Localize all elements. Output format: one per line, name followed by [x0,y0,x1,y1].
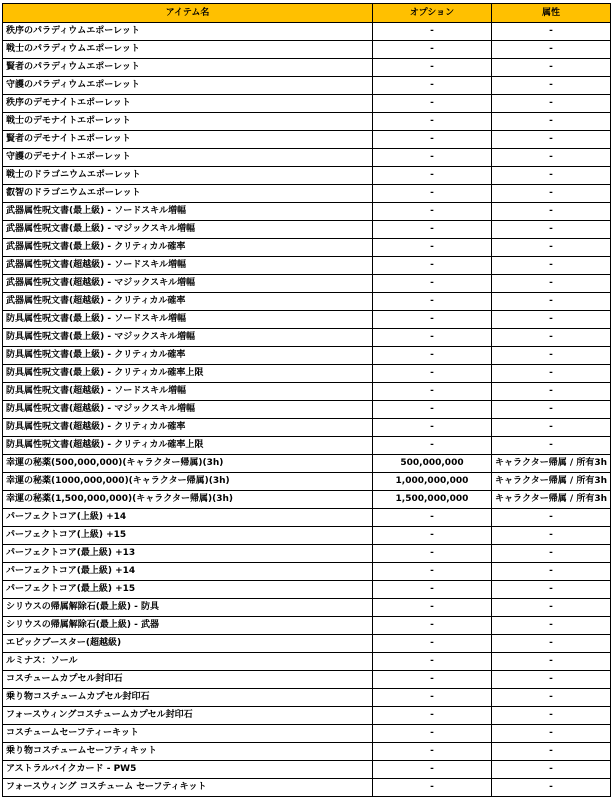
cell-option: - [373,239,492,257]
cell-option: - [373,23,492,41]
cell-option: - [373,401,492,419]
cell-item-name: コスチュームカプセル封印石 [3,671,373,689]
cell-attribute: - [492,257,611,275]
table-row [3,257,611,275]
cell-item-name: シリウスの帰属解除石(最上級) - 武器 [3,617,373,635]
cell-item-name: 武器属性呪文書(超越級) - クリティカル確率 [3,293,373,311]
cell-item-name: 防具属性呪文書(超越級) - クリティカル確率上限 [3,437,373,455]
cell-item-name: 武器属性呪文書(最上級) - ソードスキル増幅 [3,203,373,221]
cell-option: - [373,725,492,743]
cell-option: - [373,581,492,599]
cell-option: - [373,563,492,581]
cell-option: - [373,761,492,779]
cell-item-name: 防具属性呪文書(超越級) - マジックスキル増幅 [3,401,373,419]
cell-item-name: 戦士のドラゴニウムエポーレット [3,167,373,185]
cell-option: - [373,365,492,383]
table-row [3,779,611,797]
table-row [3,401,611,419]
table-row [3,59,611,77]
cell-attribute: - [492,401,611,419]
cell-attribute: - [492,41,611,59]
cell-item-name: 秩序のデモナイトエポーレット [3,95,373,113]
header-option: オプション [373,4,492,23]
table-row [3,77,611,95]
cell-item-name: ルミナス：ソール [3,653,373,671]
cell-item-name: 秩序のパラディウムエポーレット [3,23,373,41]
table-row [3,311,611,329]
cell-item-name: 武器属性呪文書(超越級) - ソードスキル増幅 [3,257,373,275]
cell-item-name: 幸運の秘薬(500,000,000)(キャラクター帰属)(3h) [3,455,373,473]
cell-option: - [373,131,492,149]
header-item-name: アイテム名 [3,4,373,23]
cell-attribute: - [492,383,611,401]
cell-attribute: - [492,221,611,239]
table-row [3,437,611,455]
table-row [3,419,611,437]
cell-attribute: キャラクター帰属 / 所有3h [492,473,611,491]
header-attribute: 属性 [492,4,611,23]
cell-attribute: - [492,617,611,635]
cell-option: - [373,653,492,671]
cell-item-name: 戦士のデモナイトエポーレット [3,113,373,131]
cell-option: - [373,59,492,77]
cell-item-name: 戦士のパラディウムエポーレット [3,41,373,59]
table-row [3,167,611,185]
cell-option: - [373,311,492,329]
cell-option: 1,500,000,000 [373,491,492,509]
cell-option: - [373,527,492,545]
table-row [3,761,611,779]
cell-option: - [373,419,492,437]
table-row [3,131,611,149]
cell-option: - [373,41,492,59]
table-row [3,95,611,113]
cell-item-name: 防具属性呪文書(最上級) - クリティカル確率上限 [3,365,373,383]
cell-attribute: - [492,581,611,599]
table-row [3,113,611,131]
cell-option: 1,000,000,000 [373,473,492,491]
cell-attribute: - [492,599,611,617]
cell-attribute: - [492,743,611,761]
table-row [3,581,611,599]
cell-option: - [373,509,492,527]
cell-item-name: 幸運の秘薬(1,500,000,000)(キャラクター帰属)(3h) [3,491,373,509]
cell-item-name: パーフェクトコア(最上級) +13 [3,545,373,563]
table-row [3,743,611,761]
cell-option: - [373,221,492,239]
cell-item-name: 防具属性呪文書(最上級) - クリティカル確率 [3,347,373,365]
cell-item-name: フォースウィングコスチュームカプセル封印石 [3,707,373,725]
cell-option: - [373,329,492,347]
cell-attribute: - [492,59,611,77]
cell-attribute: - [492,149,611,167]
cell-item-name: 防具属性呪文書(超越級) - クリティカル確率 [3,419,373,437]
cell-item-name: パーフェクトコア(最上級) +14 [3,563,373,581]
cell-option: - [373,113,492,131]
cell-option: - [373,437,492,455]
cell-option: 500,000,000 [373,455,492,473]
table-row [3,275,611,293]
cell-item-name: コスチュームセーフティーキット [3,725,373,743]
table-row [3,563,611,581]
table-row [3,383,611,401]
cell-option: - [373,167,492,185]
table-row [3,509,611,527]
table-row [3,473,611,491]
table-row [3,185,611,203]
cell-option: - [373,545,492,563]
table-row [3,365,611,383]
table-row [3,545,611,563]
cell-option: - [373,95,492,113]
cell-option: - [373,275,492,293]
cell-option: - [373,203,492,221]
cell-option: - [373,149,492,167]
cell-attribute: - [492,527,611,545]
cell-item-name: 防具属性呪文書(最上級) - マジックスキル増幅 [3,329,373,347]
cell-option: - [373,671,492,689]
cell-item-name: 防具属性呪文書(最上級) - ソードスキル増幅 [3,311,373,329]
cell-item-name: シリウスの帰属解除石(最上級) - 防具 [3,599,373,617]
table-row [3,23,611,41]
cell-attribute: - [492,185,611,203]
cell-item-name: パーフェクトコア(上級) +15 [3,527,373,545]
cell-attribute: - [492,725,611,743]
cell-item-name: 防具属性呪文書(超越級) - ソードスキル増幅 [3,383,373,401]
cell-attribute: キャラクター帰属 / 所有3h [492,491,611,509]
cell-attribute: - [492,635,611,653]
table-row [3,455,611,473]
cell-option: - [373,383,492,401]
cell-item-name: パーフェクトコア(上級) +14 [3,509,373,527]
cell-item-name: 賢者のパラディウムエポーレット [3,59,373,77]
cell-item-name: パーフェクトコア(最上級) +15 [3,581,373,599]
cell-option: - [373,743,492,761]
cell-item-name: アストラルバイクカード - PW5 [3,761,373,779]
cell-option: - [373,617,492,635]
item-table [2,3,611,797]
table-header [3,4,611,23]
table-row [3,329,611,347]
table-row [3,491,611,509]
cell-attribute: - [492,365,611,383]
table-row [3,653,611,671]
cell-attribute: - [492,707,611,725]
cell-attribute: - [492,167,611,185]
cell-item-name: 幸運の秘薬(1000,000,000)(キャラクター帰属)(3h) [3,473,373,491]
cell-attribute: - [492,131,611,149]
cell-item-name: フォースウィング コスチューム セーフティキット [3,779,373,797]
cell-item-name: 守護のパラディウムエポーレット [3,77,373,95]
cell-attribute: - [492,419,611,437]
table-row [3,725,611,743]
cell-item-name: 守護のデモナイトエポーレット [3,149,373,167]
table-row [3,527,611,545]
cell-attribute: - [492,95,611,113]
cell-attribute: - [492,509,611,527]
cell-attribute: - [492,761,611,779]
table-body [3,23,611,797]
cell-attribute: - [492,203,611,221]
cell-option: - [373,77,492,95]
cell-attribute: - [492,689,611,707]
cell-attribute: - [492,779,611,797]
cell-attribute: - [492,239,611,257]
cell-item-name: 乗り物コスチュームセーフティキット [3,743,373,761]
cell-item-name: 賢者のデモナイトエポーレット [3,131,373,149]
table-row [3,689,611,707]
table-row [3,221,611,239]
cell-attribute: - [492,437,611,455]
cell-attribute: キャラクター帰属 / 所有3h [492,455,611,473]
cell-attribute: - [492,545,611,563]
header-row [3,4,611,23]
cell-item-name: エピックブースター(超越級) [3,635,373,653]
cell-attribute: - [492,347,611,365]
cell-option: - [373,185,492,203]
table-row [3,671,611,689]
cell-attribute: - [492,113,611,131]
cell-option: - [373,779,492,797]
table-row [3,347,611,365]
table-row [3,707,611,725]
cell-attribute: - [492,293,611,311]
table-row [3,239,611,257]
table-row [3,635,611,653]
cell-attribute: - [492,671,611,689]
cell-attribute: - [492,23,611,41]
cell-attribute: - [492,329,611,347]
cell-option: - [373,347,492,365]
cell-attribute: - [492,653,611,671]
cell-item-name: 叡智のドラゴニウムエポーレット [3,185,373,203]
cell-attribute: - [492,77,611,95]
cell-attribute: - [492,275,611,293]
cell-attribute: - [492,563,611,581]
table-row [3,293,611,311]
cell-item-name: 武器属性呪文書(最上級) - マジックスキル増幅 [3,221,373,239]
cell-option: - [373,257,492,275]
cell-option: - [373,599,492,617]
cell-attribute: - [492,311,611,329]
cell-item-name: 武器属性呪文書(最上級) - クリティカル確率 [3,239,373,257]
cell-item-name: 乗り物コスチュームカプセル封印石 [3,689,373,707]
table-row [3,599,611,617]
table-row [3,617,611,635]
cell-option: - [373,707,492,725]
table-row [3,149,611,167]
table-row [3,41,611,59]
cell-option: - [373,293,492,311]
cell-option: - [373,689,492,707]
cell-item-name: 武器属性呪文書(超越級) - マジックスキル増幅 [3,275,373,293]
cell-option: - [373,635,492,653]
table-row [3,203,611,221]
